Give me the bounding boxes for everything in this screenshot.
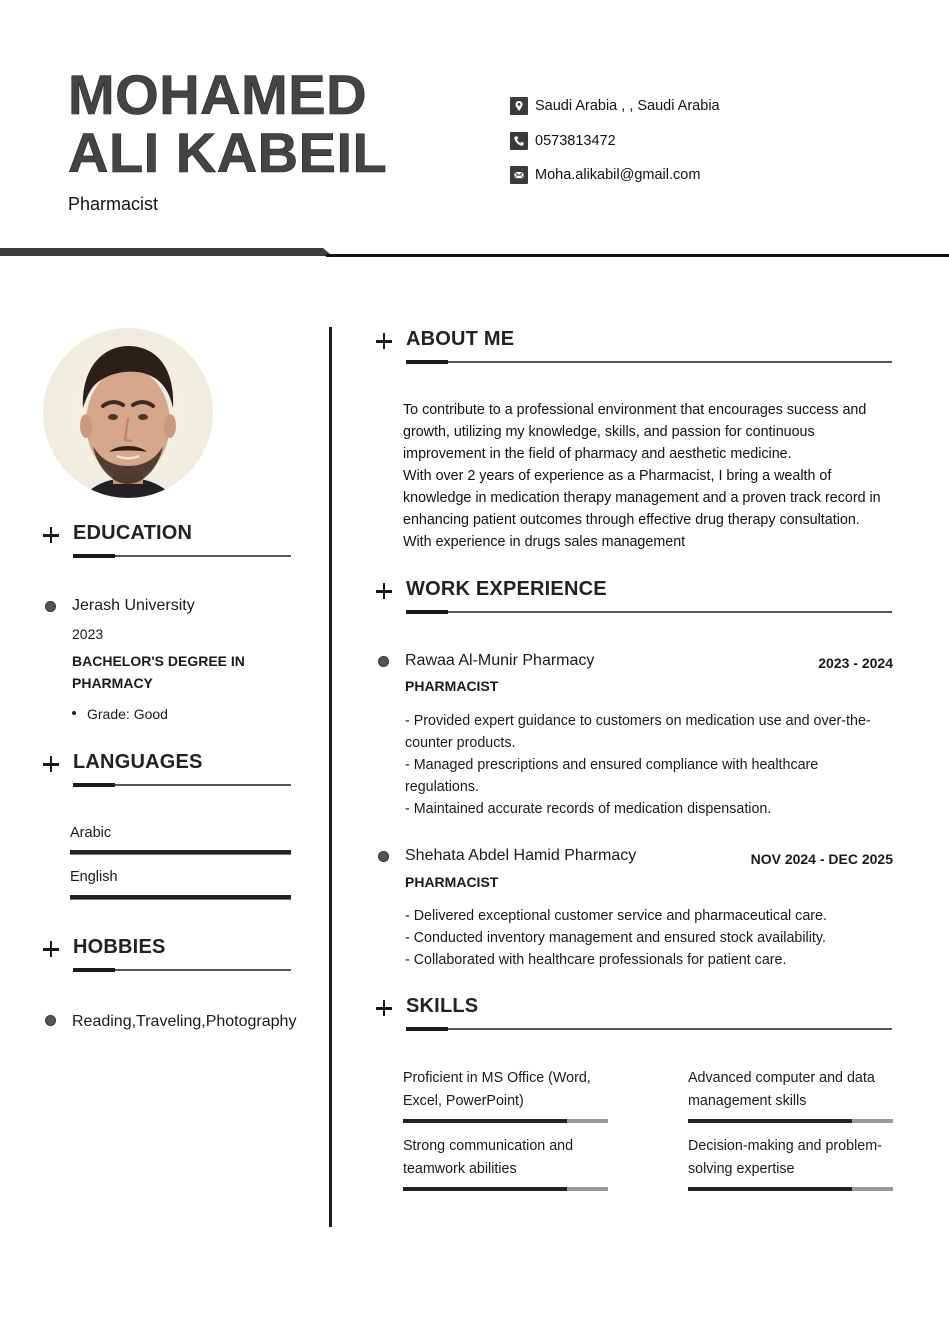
candidate-name	[68, 63, 388, 184]
job-bullets	[405, 905, 895, 971]
about-paragraph: With over 2 years of experience as a Pharmacist, I bring a wealth of knowledge in medication therapy management and a proven track record in enhancing patient outcomes through effective drug therapy consultation.	[403, 468, 881, 528]
skill-level-fill	[688, 1187, 852, 1191]
education-year: 2023	[72, 626, 104, 642]
job-bullet: - Conducted inventory management and ensured stock availability.	[405, 930, 826, 946]
skill-level-bar	[688, 1187, 893, 1191]
hobbies-title: HOBBIES	[73, 936, 166, 958]
job-company: Shehata Abdel Hamid Pharmacy	[405, 847, 637, 864]
about-paragraph: With experience in drugs sales management	[403, 534, 686, 550]
skill-level-bar	[403, 1119, 608, 1123]
plus-icon	[376, 583, 392, 599]
contact-list	[510, 96, 720, 200]
job-bullet: - Managed prescriptions and ensured compliance with healthcare regulations.	[405, 757, 819, 795]
header-divider	[0, 246, 949, 260]
name-line-2: ALI KABEIL	[68, 121, 388, 184]
contact-email	[510, 165, 720, 185]
plus-icon	[43, 941, 59, 957]
languages-title: LANGUAGES	[73, 751, 203, 773]
job-dates: 2023 - 2024	[818, 655, 893, 671]
plus-icon	[376, 333, 392, 349]
job-bullet: - Maintained accurate records of medication dispensation.	[405, 801, 772, 817]
column-divider	[329, 327, 332, 1227]
envelope-icon	[510, 166, 528, 184]
job-company: Rawaa Al-Munir Pharmacy	[405, 652, 595, 669]
skill-level-bar	[403, 1187, 608, 1191]
section-rule-accent	[406, 610, 448, 614]
about-text	[403, 399, 898, 553]
section-rule	[406, 611, 892, 613]
experience-title: WORK EXPERIENCE	[406, 578, 607, 600]
phone-icon	[510, 132, 528, 150]
contact-email-text[interactable]: Moha.alikabil@gmail.com	[535, 167, 701, 183]
section-rule	[406, 1028, 892, 1030]
skill-level-fill	[403, 1187, 567, 1191]
hobbies-text: Reading,Traveling,Photography	[72, 1013, 297, 1030]
skill-item	[403, 1067, 608, 1123]
section-rule	[406, 361, 892, 363]
skill-name: Decision-making and problem-solving expertise	[688, 1138, 882, 1177]
education-grade	[72, 706, 168, 722]
bullet-icon	[72, 711, 76, 715]
plus-icon	[43, 527, 59, 543]
profile-photo	[43, 328, 213, 498]
bullet-dot-icon	[378, 656, 389, 667]
section-rule-accent	[73, 968, 115, 972]
job-bullets	[405, 710, 895, 820]
skill-item	[688, 1135, 893, 1191]
section-rule-accent	[406, 360, 448, 364]
job-role: PHARMACIST	[405, 678, 499, 694]
avatar	[43, 328, 213, 498]
skill-level-fill	[403, 1119, 567, 1123]
skill-name: Advanced computer and data management skills	[688, 1070, 875, 1109]
contact-phone	[510, 131, 720, 151]
bullet-dot-icon	[45, 1015, 56, 1026]
about-title: ABOUT ME	[406, 328, 515, 350]
section-rule-accent	[73, 783, 115, 787]
about-paragraph: To contribute to a professional environment that encourages success and growth, utilizing my knowledge, skills, and passion for continuous improvement in the field of pharmacy and aesthetic medicine.	[403, 402, 867, 462]
contact-location-text: Saudi Arabia , , Saudi Arabia	[535, 98, 720, 114]
skill-level-bar	[688, 1119, 893, 1123]
language-level-bar	[70, 895, 291, 899]
education-title: EDUCATION	[73, 522, 193, 544]
plus-icon	[43, 756, 59, 772]
language-name: English	[70, 869, 118, 885]
job-role: PHARMACIST	[405, 874, 499, 890]
education-grade-text: Grade: Good	[87, 706, 168, 722]
plus-icon	[376, 1000, 392, 1016]
section-rule-accent	[73, 554, 115, 558]
job-title: Pharmacist	[68, 194, 159, 214]
job-bullet: - Provided expert guidance to customers on medication use and over-the-counter products.	[405, 713, 871, 751]
name-line-1: MOHAMED	[68, 63, 368, 126]
job-bullet: - Delivered exceptional customer service and pharmaceutical care.	[405, 908, 827, 924]
job-bullet: - Collaborated with healthcare professionals for patient care.	[405, 952, 787, 968]
skill-name: Proficient in MS Office (Word, Excel, PowerPoint)	[403, 1070, 591, 1109]
bullet-dot-icon	[45, 601, 56, 612]
contact-phone-text[interactable]: 0573813472	[535, 132, 616, 149]
language-level-bar	[70, 850, 291, 854]
skill-name: Strong communication and teamwork abilities	[403, 1138, 574, 1177]
skill-item	[688, 1067, 893, 1123]
contact-location	[510, 96, 720, 116]
job-dates: NOV 2024 - DEC 2025	[750, 851, 893, 867]
skills-title: SKILLS	[406, 995, 479, 1017]
language-name: Arabic	[70, 825, 112, 841]
education-degree: BACHELOR'S DEGREE IN PHARMACY	[72, 653, 245, 691]
bullet-dot-icon	[378, 851, 389, 862]
section-rule-accent	[406, 1027, 448, 1031]
location-pin-icon	[510, 97, 528, 115]
skill-item	[403, 1135, 608, 1191]
skill-level-fill	[688, 1119, 852, 1123]
education-school: Jerash University	[72, 597, 195, 614]
